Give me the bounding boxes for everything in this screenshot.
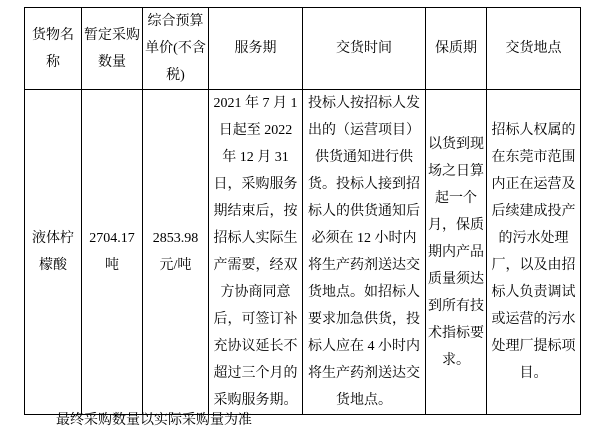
cell-unit-price: 2853.98 元/吨 [143,90,209,415]
header-service-period: 服务期 [209,8,303,90]
cell-delivery-location: 招标人权属的在东莞市范围内正在运营及后续建成投产的污水处理厂，以及由招标人负责调试或运营的污水处理厂提标项目。 [487,90,581,415]
header-goods-name: 货物名称 [25,8,82,90]
cell-quantity: 2704.17 吨 [82,90,143,415]
table-row [25,90,581,415]
procurement-table [24,7,581,415]
table-header-row [25,8,581,90]
cell-shelf-life: 以货到现场之日算起一个月，保质期内产品质量须达到所有技术指标要求。 [426,90,487,415]
cell-delivery-time: 投标人按招标人发出的（运营项目）供货通知进行供货。投标人接到招标人的供货通知后必须在 12 小时内将生产药剂送达交货地点。如招标人要求加急供货，投标人应在 4 小时内将生产药剂送达交货地点。 [303,90,426,415]
header-shelf-life: 保质期 [426,8,487,90]
header-unit-price: 综合预算单价(不含税) [143,8,209,90]
clipped-footnote: 最终采购数量以实际采购量为准 [56,413,252,428]
cell-service-period: 2021 年 7 月 1 日起至 2022 年 12 月 31 日，采购服务期结束后，按招标人实际生产需要，经双方协商同意后，可签订补充协议延长不超过三个月的采购服务期。 [209,90,303,415]
cell-goods-name: 液体柠檬酸 [25,90,82,415]
header-delivery-location: 交货地点 [487,8,581,90]
header-delivery-time: 交货时间 [303,8,426,90]
header-quantity: 暂定采购数量 [82,8,143,90]
